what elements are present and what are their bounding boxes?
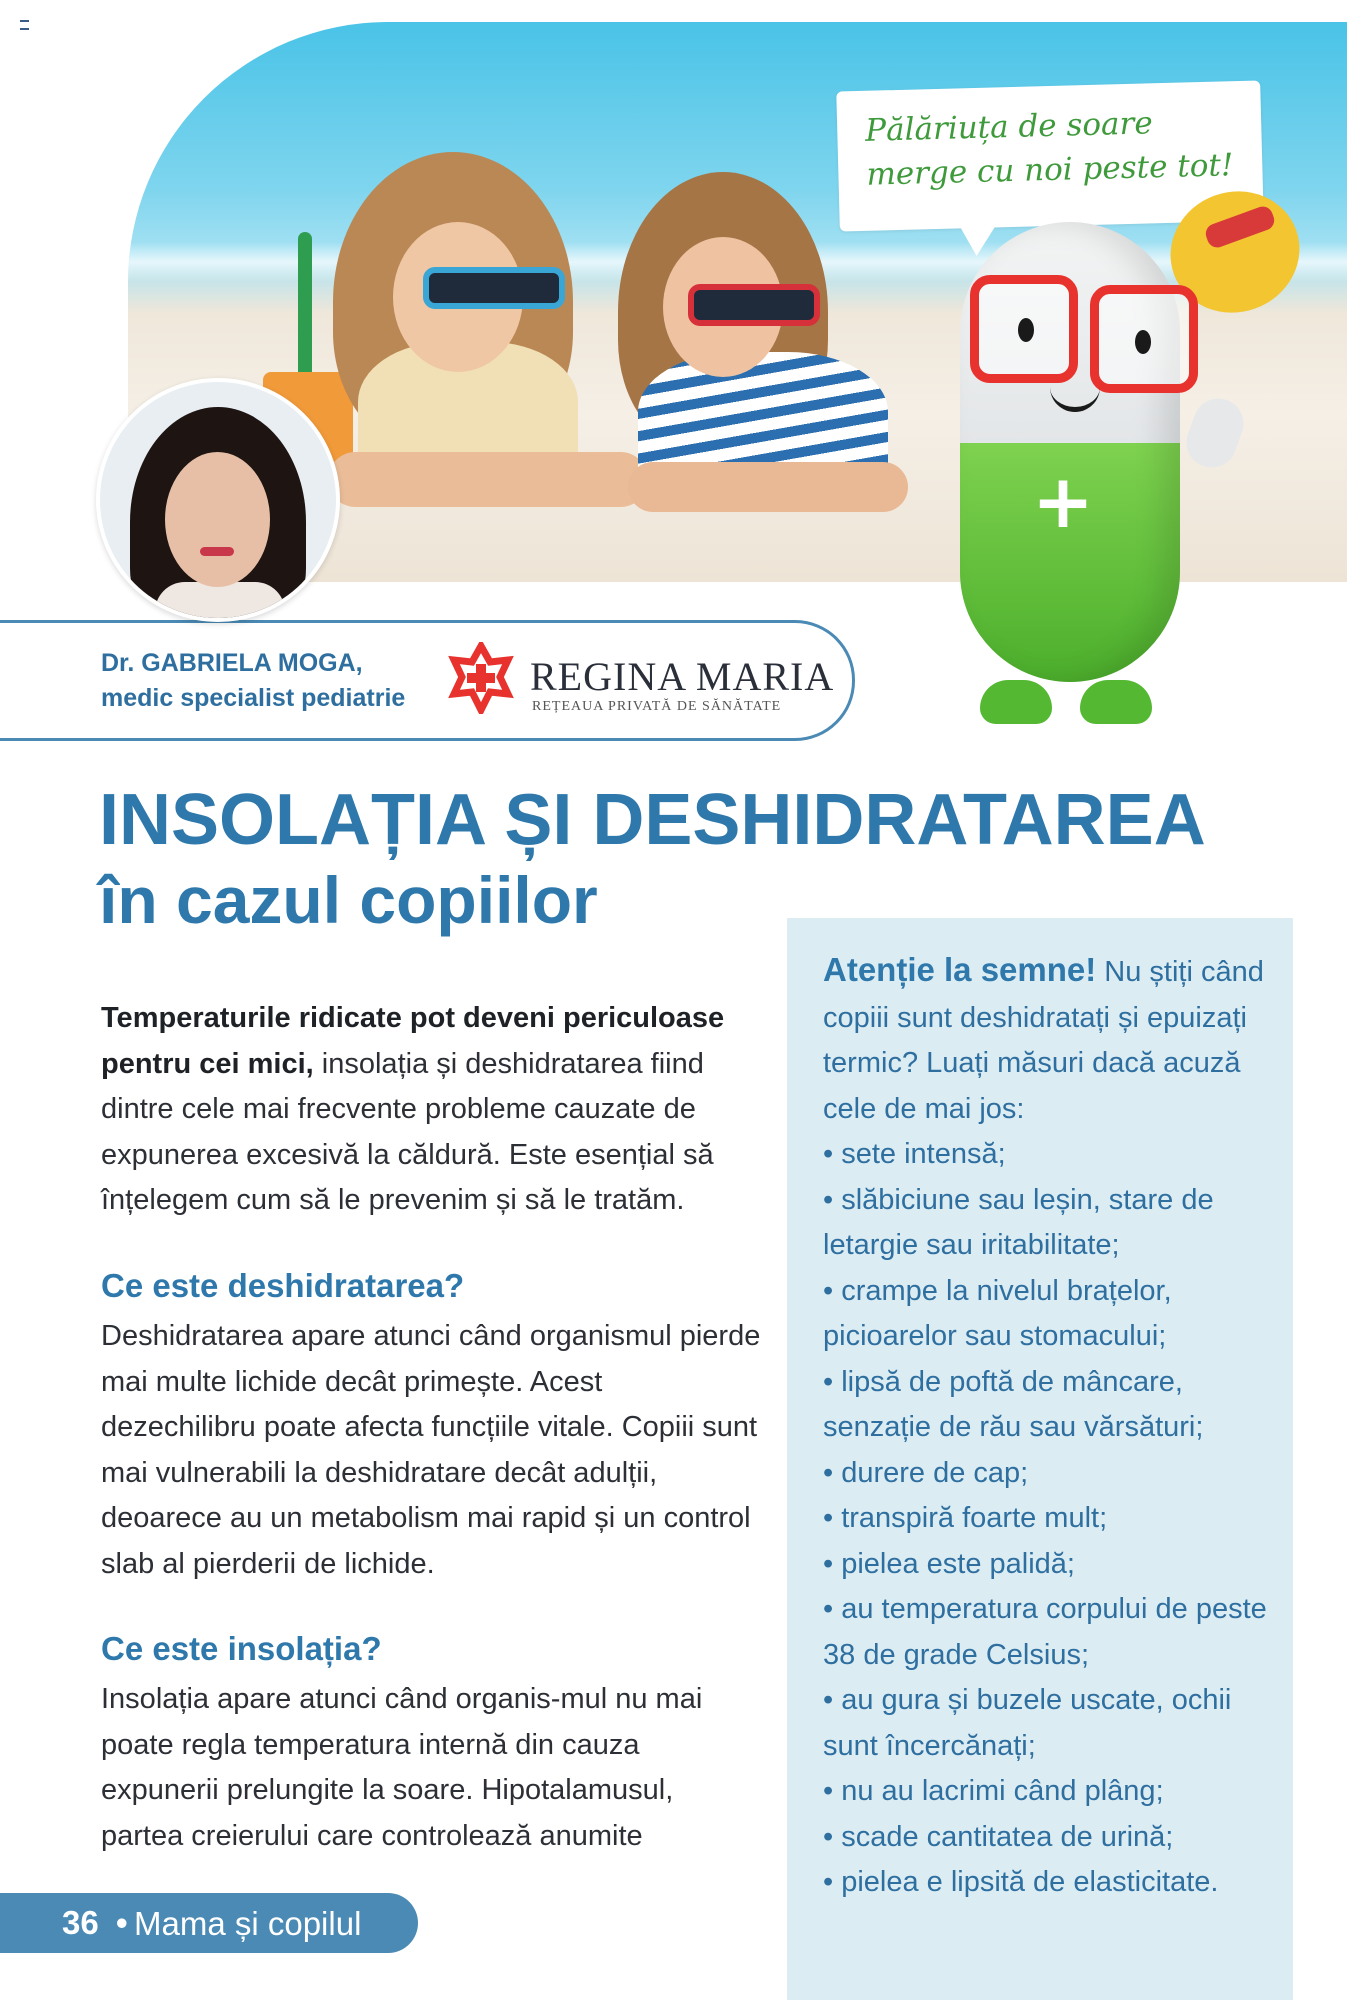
- symptom-item: • nu au lacrimi când plâng;: [823, 1775, 1164, 1807]
- toy-shovel: [298, 232, 312, 392]
- avatar-body: [155, 582, 285, 622]
- mascot-eye-right: [1135, 330, 1151, 354]
- avatar-face: [165, 452, 270, 587]
- page-number: 36: [62, 1904, 99, 1941]
- sidebar-intro: Nu știți când copiii sunt deshidratați și epuizați termic? Luați măsuri dacă acuză cele de mai jos:: [823, 956, 1264, 1125]
- author-role: medic specialist pediatrie: [101, 684, 406, 712]
- sunglasses-red: [688, 284, 820, 326]
- symptom-item: • lipsă de poftă de mâncare, senzație de rău sau vărsături;: [823, 1365, 1204, 1443]
- mascot-eye-left: [1018, 318, 1034, 342]
- sidebar-heading: Atenție la semne!: [823, 951, 1097, 988]
- symptom-item: • crampe la nivelul brațelor, picioarelor sau stomacului;: [823, 1274, 1172, 1352]
- intro-rest: insolația și deshidratarea fiind dintre cele mai frecvente probleme cauzate de expunerea excesivă la căldură. Este esențial să înțelegem cum să le prevenim și să le tratăm.: [101, 1047, 714, 1216]
- intro-paragraph: [101, 996, 761, 1224]
- girl-left-arms: [328, 452, 648, 507]
- speech-bubble-text: Pălăriuța de soare merge cu noi peste tot!: [864, 105, 1234, 193]
- author-avatar: [96, 378, 340, 622]
- magazine-name: Mama și copilul: [134, 1905, 362, 1942]
- symptom-item: • slăbiciune sau leșin, stare de letargie sau iritabilitate;: [823, 1183, 1214, 1261]
- symptom-item: • pielea e lipsită de elasticitate.: [823, 1866, 1219, 1898]
- symptom-item: • au temperatura corpului de peste 38 de grade Celsius;: [823, 1593, 1267, 1671]
- symptom-item: • transpiră foarte mult;: [823, 1502, 1108, 1534]
- regina-maria-logo-icon: [446, 642, 516, 714]
- mascot-foot-right: [1080, 680, 1152, 724]
- section-heading-dehydration: Ce este deshidratarea?: [101, 1267, 465, 1304]
- section-body-heatstroke: Insolația apare atunci când organis-mul nu mai poate regla temperatura internă din cauza expunerii prelungite la soare. Hipotalamusul, partea creierului care controlează anumite: [101, 1683, 703, 1852]
- page-corner-mark: [20, 20, 29, 30]
- article-title: INSOLAȚIA ȘI DESHIDRATAREA: [99, 780, 1206, 860]
- author-name: Dr. GABRIELA MOGA,: [101, 649, 363, 677]
- girl-right-arms: [628, 462, 908, 512]
- symptom-item: • sete intensă;: [823, 1138, 1006, 1170]
- sunglasses-blue: [423, 267, 565, 309]
- mascot-foot-left: [980, 680, 1052, 724]
- footer-separator: •: [116, 1904, 128, 1941]
- article-subtitle: în cazul copiilor: [99, 863, 598, 937]
- symptom-item: • scade cantitatea de urină;: [823, 1820, 1174, 1853]
- section-heading-heatstroke: Ce este insolația?: [101, 1630, 382, 1667]
- brand-tagline: REȚEAUA PRIVATĂ DE SĂNĂTATE: [532, 699, 782, 714]
- medical-cross-icon: +: [1032, 459, 1095, 545]
- section-body-dehydration: Deshidratarea apare atunci când organismul pierde mai multe lichide decât primește. Acest dezechilibru poate afecta funcțiile vitale. Copiii sunt mai vulnerabili la deshidratare decât adulții, deoarece au un metabolism mai rapid și un control slab al pierderii de lichide.: [101, 1320, 761, 1580]
- brand-name: REGINA MARIA: [530, 654, 835, 699]
- intro-bold: Temperaturile ridicate pot deveni periculoase pentru cei mici,: [101, 1002, 725, 1080]
- symptom-list: [823, 1132, 1283, 1906]
- avatar-mouth: [200, 547, 234, 556]
- symptom-item: • pielea este palidă;: [823, 1547, 1075, 1580]
- symptom-item: • durere de cap;: [823, 1456, 1029, 1489]
- signs-sidebar-text: [823, 947, 1283, 1906]
- symptom-item: • au gura și buzele uscate, ochii sunt încercănați;: [823, 1684, 1232, 1762]
